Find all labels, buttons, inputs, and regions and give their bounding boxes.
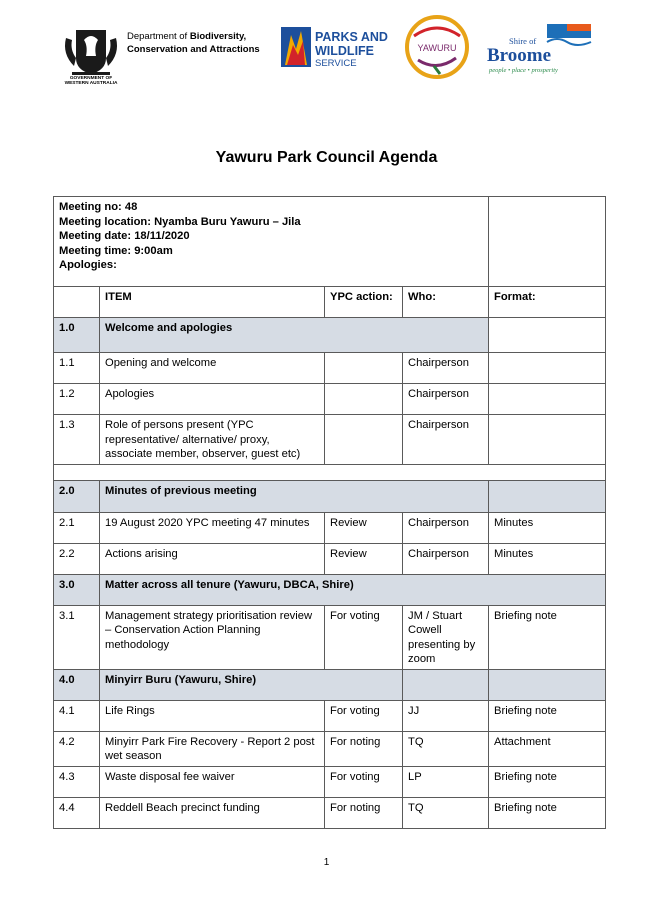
- wa-government-crest-logo: [58, 24, 124, 84]
- item-format: Briefing note: [489, 797, 606, 828]
- item-number: 1.1: [54, 353, 100, 384]
- item-number: 1.3: [54, 415, 100, 465]
- item-action: Review: [325, 512, 403, 543]
- item-format: [489, 415, 606, 465]
- item-title: Reddell Beach precinct funding: [100, 797, 325, 828]
- column-header-row: [54, 287, 606, 318]
- item-who: LP: [403, 766, 489, 797]
- col-header-item: ITEM: [100, 287, 325, 318]
- broome-tagline: people • place • prosperity: [489, 67, 558, 74]
- yawuru-logo: [404, 14, 470, 80]
- item-action: [325, 353, 403, 384]
- wa-caption-line1: GOVERNMENT OF: [69, 76, 113, 81]
- item-number: 2.2: [54, 543, 100, 574]
- item-number: 4.4: [54, 797, 100, 828]
- dbca-line1-prefix: Department of: [127, 31, 190, 42]
- pws-line3: SERVICE: [315, 58, 357, 69]
- table-row: [54, 766, 606, 797]
- section-number: 4.0: [54, 669, 100, 700]
- meeting-location: Meeting location: Nyamba Buru Yawuru – Jila: [59, 215, 301, 228]
- section-title: Minyirr Buru (Yawuru, Shire): [100, 669, 403, 700]
- table-row: [54, 353, 606, 384]
- section-row: [54, 480, 606, 512]
- spacer-cell: [54, 464, 606, 480]
- meeting-date: Meeting date: 18/11/2020: [59, 230, 190, 242]
- item-who: Chairperson: [403, 512, 489, 543]
- item-format: Attachment: [489, 731, 606, 766]
- yawuru-logo-text: YAWURU: [417, 43, 457, 53]
- pws-line1: PARKS AND: [315, 30, 388, 44]
- item-who: TQ: [403, 797, 489, 828]
- item-number: 2.1: [54, 512, 100, 543]
- item-action: For voting: [325, 700, 403, 731]
- item-number: 4.1: [54, 700, 100, 731]
- item-title: Life Rings: [100, 700, 325, 731]
- dbca-department-name: [127, 31, 260, 56]
- table-row: [54, 512, 606, 543]
- broome-shire-of: Shire of: [509, 36, 537, 46]
- table-row: [54, 543, 606, 574]
- section-row: [54, 669, 606, 700]
- item-format: Briefing note: [489, 766, 606, 797]
- table-row: [54, 605, 606, 669]
- item-action: For voting: [325, 766, 403, 797]
- item-who: TQ: [403, 731, 489, 766]
- col-header-action: YPC action:: [325, 287, 403, 318]
- section-number: 2.0: [54, 480, 100, 512]
- page-title: Yawuru Park Council Agenda: [215, 149, 438, 166]
- item-who: Chairperson: [403, 543, 489, 574]
- wa-caption-line2: WESTERN AUSTRALIA: [64, 81, 118, 84]
- item-action: Review: [325, 543, 403, 574]
- section-number: 1.0: [54, 318, 100, 353]
- meeting-apologies: Apologies:: [59, 259, 117, 271]
- table-row: [54, 797, 606, 828]
- item-title: Apologies: [100, 384, 325, 415]
- col-header-who: Who:: [403, 287, 489, 318]
- item-who: Chairperson: [403, 384, 489, 415]
- item-title: Opening and welcome: [100, 353, 325, 384]
- shire-of-broome-logo: [485, 24, 601, 76]
- item-action: For voting: [325, 605, 403, 669]
- section-empty-cell: [489, 480, 606, 512]
- item-number: 4.2: [54, 731, 100, 766]
- item-title: Role of persons present (YPC representative/ alternative/ proxy, associate member, observer, guest etc): [100, 415, 325, 465]
- item-title: Actions arising: [100, 543, 325, 574]
- section-title: Welcome and apologies: [100, 318, 489, 353]
- item-action: For noting: [325, 731, 403, 766]
- table-row: [54, 700, 606, 731]
- section-row: [54, 318, 606, 353]
- table-row: [54, 384, 606, 415]
- meeting-time: Meeting time: 9:00am: [59, 244, 173, 257]
- col-header-format: Format:: [489, 287, 606, 318]
- parks-and-wildlife-service-logo: [281, 25, 389, 69]
- meeting-details: [54, 197, 489, 287]
- item-number: 1.2: [54, 384, 100, 415]
- section-number: 3.0: [54, 574, 100, 605]
- item-number: 3.1: [54, 605, 100, 669]
- section-empty-cell: [403, 669, 489, 700]
- table-row: [54, 415, 606, 465]
- item-number: 4.3: [54, 766, 100, 797]
- item-format: [489, 384, 606, 415]
- section-empty-cell: [489, 669, 606, 700]
- item-title: Waste disposal fee waiver: [100, 766, 325, 797]
- meeting-details-empty-cell: [489, 197, 606, 287]
- meeting-number: Meeting no: 48: [59, 201, 138, 213]
- item-action: [325, 384, 403, 415]
- section-row: [54, 574, 606, 605]
- item-title: Management strategy prioritisation review – Conservation Action Planning methodology: [100, 605, 325, 669]
- item-title: 19 August 2020 YPC meeting 47 minutes: [100, 512, 325, 543]
- section-title: Matter across all tenure (Yawuru, DBCA, Shire): [100, 574, 606, 605]
- section-empty-cell: [489, 318, 606, 353]
- item-who: Chairperson: [403, 353, 489, 384]
- col-header-num: [54, 287, 100, 318]
- item-title: Minyirr Park Fire Recovery - Report 2 post wet season: [100, 731, 325, 766]
- item-who: JM / Stuart Cowell presenting by zoom: [403, 605, 489, 669]
- broome-name: Broome: [487, 45, 552, 66]
- item-who: JJ: [403, 700, 489, 731]
- table-row: [54, 731, 606, 766]
- item-format: Minutes: [489, 512, 606, 543]
- item-action: [325, 415, 403, 465]
- spacer-row: [54, 464, 606, 480]
- item-format: Briefing note: [489, 605, 606, 669]
- dbca-line1-bold: Biodiversity,: [189, 31, 247, 42]
- section-title: Minutes of previous meeting: [100, 480, 489, 512]
- dbca-line2: Conservation and Attractions: [127, 43, 260, 55]
- item-format: Minutes: [489, 543, 606, 574]
- agenda-table: [53, 196, 606, 829]
- meeting-details-row: [54, 197, 606, 287]
- page-number: 1: [323, 857, 330, 868]
- pws-line2: WILDLIFE: [315, 44, 375, 58]
- item-format: [489, 353, 606, 384]
- item-who: Chairperson: [403, 415, 489, 465]
- item-format: Briefing note: [489, 700, 606, 731]
- item-action: For noting: [325, 797, 403, 828]
